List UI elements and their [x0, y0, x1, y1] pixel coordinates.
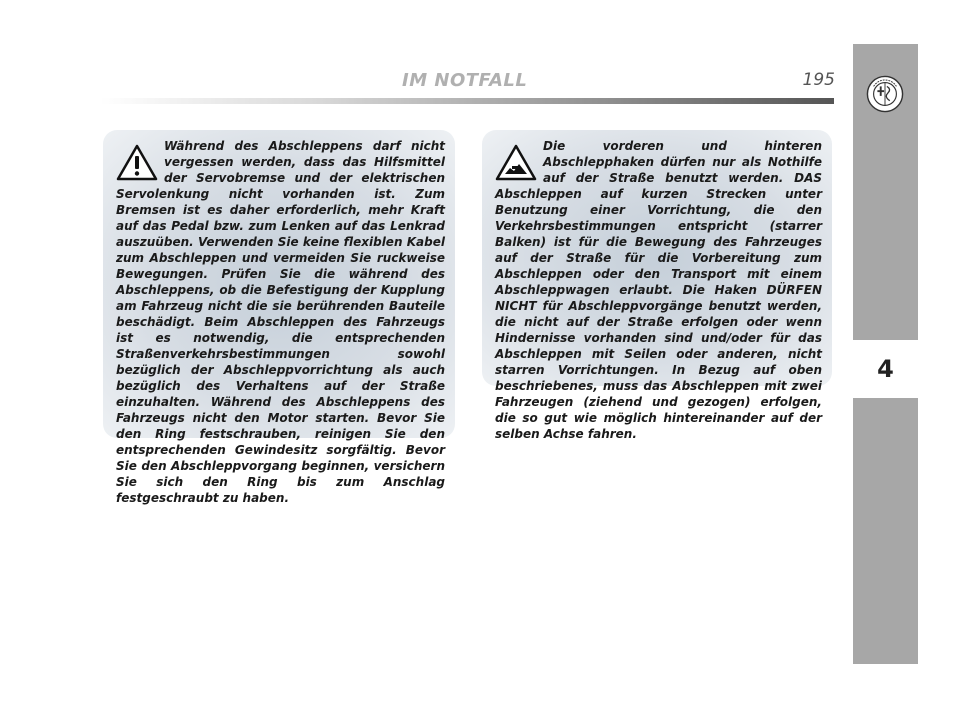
caution-note-text: Die vorderen und hinteren Abschlepphaken dürfen nur als Nothilfe auf der Straße benutzt werden. DAS Abschleppen auf kurzen Strecken unter Benutzung einer Vorrichtung, die den Verkehrsbestimmungen entspricht (starrer Balken) ist für die Bewegung des Fahrzeuges auf der Straße für die Vorbereitung zum Abschleppen oder den Transport mit einem Abschleppwagen erlaubt. Die Haken DÜRFEN NICHT für Abschleppvorgänge benutzt werden, die nicht auf der Straße erfolgen oder wenn Hindernisse vorhanden sind und/oder für das Abschleppen mit Seilen oder anderen, nicht starren Vorrichtungen. In Bezug auf oben beschriebenes, muss das Abschleppen mit zwei Fahrzeugen (ziehend und gezogen) erfolgen, die so gut wie möglich hintereinander auf der selben Achse fahren.	[495, 139, 822, 441]
alfa-romeo-logo-icon	[866, 75, 904, 113]
warning-note-box	[103, 130, 455, 505]
header-rule	[100, 98, 834, 104]
warning-triangle-icon	[116, 144, 158, 182]
tab-divider-bottom	[853, 393, 918, 398]
page-header-title: IM NOTFALL	[402, 70, 528, 91]
page-number: 195	[802, 70, 835, 90]
environment-caution-icon	[495, 144, 537, 182]
warning-note-text: Während des Abschleppens darf nicht vergessen werden, dass das Hilfsmittel der Servobremse und der elektrischen Servolenkung nicht vorhanden ist. Zum Bremsen ist es daher erforderlich, mehr Kraft auf das Pedal bzw. zum Lenken auf das Lenkrad auszuüben. Verwenden Sie keine flexiblen Kabel zum Abschleppen und vermeiden Sie ruckweise Bewegungen. Prüfen Sie die während des Abschleppens, ob die Befestigung der Kupplung am Fahrzeug nicht die sie berührenden Bauteile beschädigt. Beim Abschleppen des Fahrzeugs ist es notwendig, die entsprechenden Straßenverkehrsbestimmungen sowohl bezüglich der Abschleppvorrichtung als auch bezüglich des Verhaltens auf der Straße einzuhalten. Während des Abschleppens des Fahrzeugs nicht den Motor starten. Bevor Sie den Ring festschrauben, reinigen Sie den entsprechenden Gewindesitz sorgfältig. Bevor Sie den Abschleppvorgang beginnen, versichern Sie sich den Ring bis zum Anschlag festgeschraubt zu haben.	[116, 139, 445, 505]
caution-note-box	[482, 130, 832, 441]
chapter-number: 4	[853, 345, 918, 393]
